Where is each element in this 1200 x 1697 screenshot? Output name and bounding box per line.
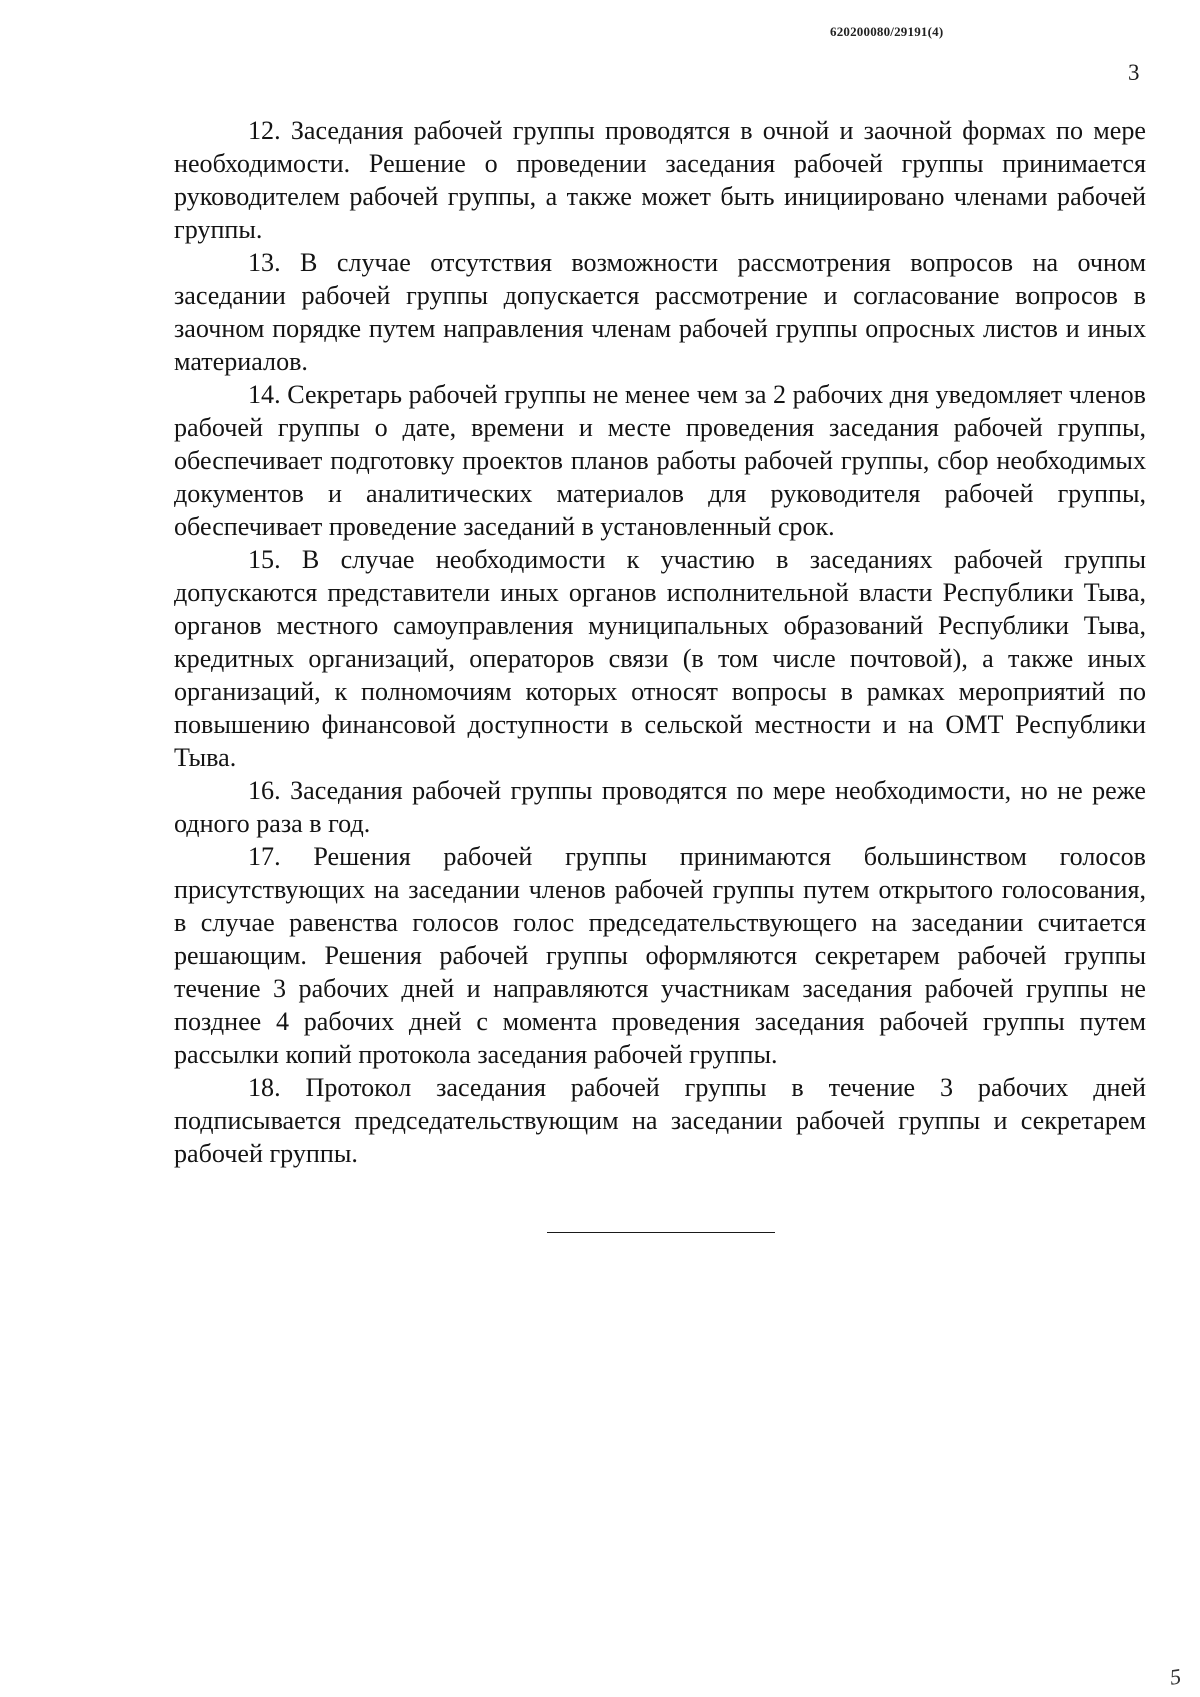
paragraph-18: 18. Протокол заседания рабочей группы в течение 3 рабочих дней подписывается председательствующим на заседании рабочей группы и секретарем рабочей группы. bbox=[174, 1073, 1146, 1168]
handwritten-margin-mark: 5 bbox=[1168, 1663, 1183, 1690]
document-code: 620200080/29191(4) bbox=[830, 24, 944, 39]
paragraph-14: 14. Секретарь рабочей группы не менее чем за 2 рабочих дня уведомляет членов рабочей группы о дате, времени и месте проведения заседания рабочей группы, обеспечивает подготовку проектов планов работы рабочей группы, сбор необходимых документов и аналитических материалов для руководителя рабочей группы, обеспечивает проведение заседаний в установленный срок. bbox=[174, 380, 1146, 541]
end-of-document-rule bbox=[547, 1232, 775, 1233]
document-body bbox=[174, 114, 1146, 1170]
page-number: 3 bbox=[1128, 60, 1140, 85]
paragraph-15: 15. В случае необходимости к участию в заседаниях рабочей группы допускаются представители иных органов исполнительной власти Республики Тыва, органов местного самоуправления муниципальных образований Республики Тыва, кредитных организаций, операторов связи (в том числе почтовой), а также иных организаций, к полномочиям которых относят вопросы в рамках мероприятий по повышению финансовой доступности в сельской местности и на ОМТ Республики Тыва. bbox=[174, 545, 1146, 772]
paragraph-12: 12. Заседания рабочей группы проводятся в очной и заочной формах по мере необходимости. Решение о проведении заседания рабочей группы принимается руководителем рабочей группы, а также может быть инициировано членами рабочей группы. bbox=[174, 116, 1146, 244]
paragraph-13: 13. В случае отсутствия возможности рассмотрения вопросов на очном заседании рабочей группы допускается рассмотрение и согласование вопросов в заочном порядке путем направления членам рабочей группы опросных листов и иных материалов. bbox=[174, 248, 1146, 376]
paragraph-17: 17. Решения рабочей группы принимаются большинством голосов присутствующих на заседании членов рабочей группы путем открытого голосования, в случае равенства голосов голос председательствующего на заседании считается решающим. Решения рабочей группы оформляются секретарем рабочей группы течение 3 рабочих дней и направляются участникам заседания рабочей группы не позднее 4 рабочих дней с момента проведения заседания рабочей группы путем рассылки копий протокола заседания рабочей группы. bbox=[174, 842, 1146, 1069]
paragraph-16: 16. Заседания рабочей группы проводятся по мере необходимости, но не реже одного раза в год. bbox=[174, 776, 1146, 838]
